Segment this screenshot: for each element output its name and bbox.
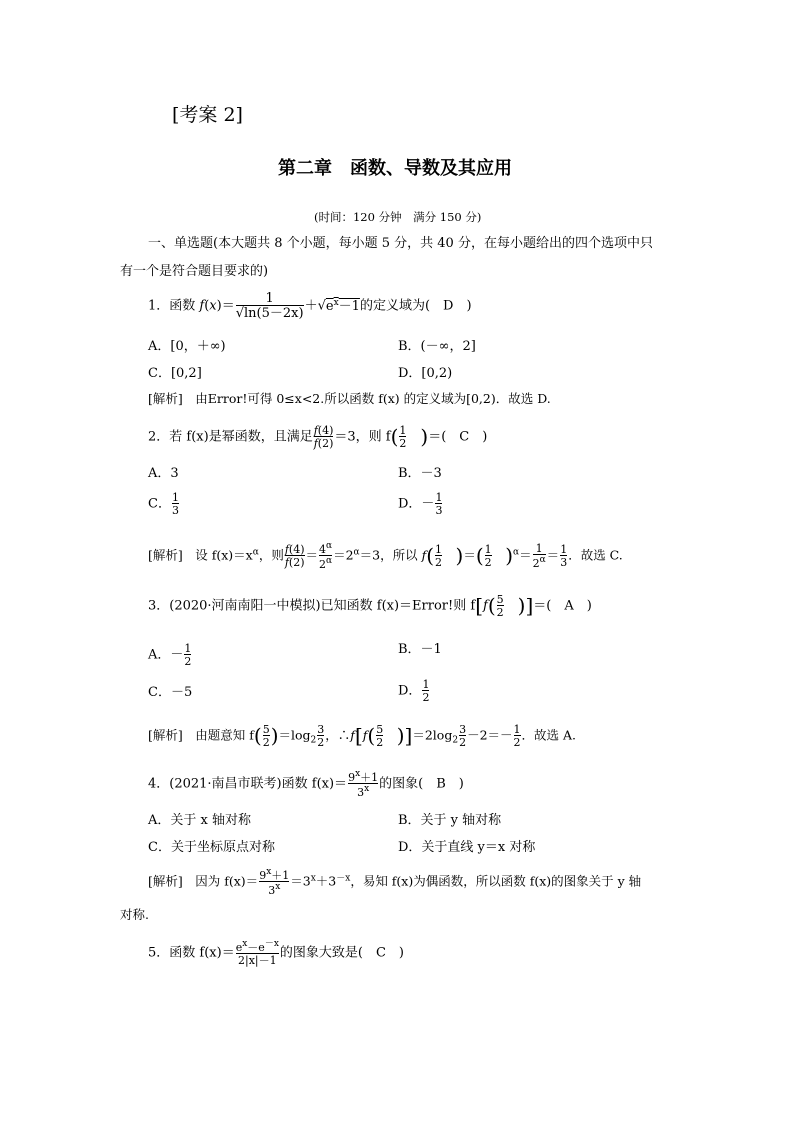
- q1-option-b: B．(－∞，2]: [398, 339, 476, 354]
- q3-option-b: B．－1: [398, 642, 442, 657]
- q1-analysis: [解析] 由Error!可得 0≤x<2.所以函数 f(x) 的定义域为[0,2)．故选 D.: [148, 391, 551, 406]
- q2-option-a: A．3: [148, 466, 179, 481]
- q2-analysis: [解析] 设 $f(x)=x^\alpha$，则 $\frac{f(4)}{f(2)}$ ＝ $\frac{4^\alpha}{2^\alpha}$ $=2^\alpha=3$，所以 f( $\frac{1}{2}$ )＝( $\frac{1}{2}$ )$^\alpha$＝ $\frac{1}{2^\alpha}$ ＝ $\frac{1}{3}$ ．故选 C.: [148, 541, 623, 571]
- q4-option-d: D．关于直线 y＝x 对称: [398, 840, 536, 855]
- q2-option-c: C． $\frac{1}{3}$: [148, 491, 179, 517]
- section-intro: 一、单选题(本大题共 8 个小题，每小题 5 分，共 40 分，在每小题给出的四个选项中只: [148, 236, 653, 251]
- q3-option-c: C．－5: [148, 685, 193, 700]
- question-4: 4．(2021·南昌市联考)函数 f(x)＝ $\frac{9^x+1}{3^x}$ 的图象( B ): [148, 769, 464, 799]
- q1-option-d: D．[0,2): [398, 366, 453, 381]
- question-3: 3．(2020·河南南阳一中模拟)已知函数 f(x)＝Error!则 f[f( $\frac{5}{2}$ )]＝( A ): [148, 593, 592, 619]
- q3-option-a: A．－ $\frac{1}{2}$: [148, 642, 192, 668]
- q4-option-a: A．关于 x 轴对称: [148, 813, 251, 828]
- question-1: 1．函数 f(x)＝ $\frac{1}{√\ln(5-2x)}$ $+√e^x-1$的定义域为( D ): [148, 291, 472, 321]
- section-intro-cont: 有一个是符合题目要求的): [120, 264, 269, 279]
- q4-option-c: C．关于坐标原点对称: [148, 840, 275, 855]
- q1-option-c: C．[0,2]: [148, 366, 202, 381]
- q2-option-b: B．－3: [398, 466, 442, 481]
- exam-tag: [考案 2]: [172, 104, 243, 126]
- q3-option-d: D． $\frac{1}{2}$: [398, 678, 430, 704]
- question-5: 5．函数 f(x)＝ $\frac{e^x-e^{-x}}{2|x|-1}$ 的图象大致是( C ): [148, 939, 404, 967]
- q4-analysis-cont: 对称.: [120, 907, 149, 922]
- q2-option-d: D．－ $\frac{1}{3}$: [398, 491, 443, 517]
- q4-analysis: [解析] 因为 f(x)＝ $\frac{9^x+1}{3^x}$ $=3^x+3^{-x}$，易知 f(x)为偶函数，所以函数 f(x)的图象关于 y 轴: [148, 867, 642, 897]
- q3-analysis: [解析] 由题意知 f( $\frac{5}{2}$ )$=\log_2$ $\frac{3}{2}$ ，∴f[f( $\frac{5}{2}$ )]$=2\log_2$ $\frac{3}{2}$ －2＝－ $\frac{1}{2}$ ．故选 A.: [148, 723, 576, 749]
- time-info: (时间：120 分钟 满分 150 分): [314, 210, 482, 224]
- question-2: 2．若 f(x)是幂函数，且满足 $\frac{f(4)}{f(2)}$ ＝3，则 f( $\frac{1}{2}$ )＝( C ): [148, 424, 488, 450]
- q1-option-a: A．[0，＋∞): [148, 339, 226, 354]
- q4-option-b: B．关于 y 轴对称: [398, 813, 502, 828]
- chapter-title: 第二章 函数、导数及其应用: [278, 158, 512, 179]
